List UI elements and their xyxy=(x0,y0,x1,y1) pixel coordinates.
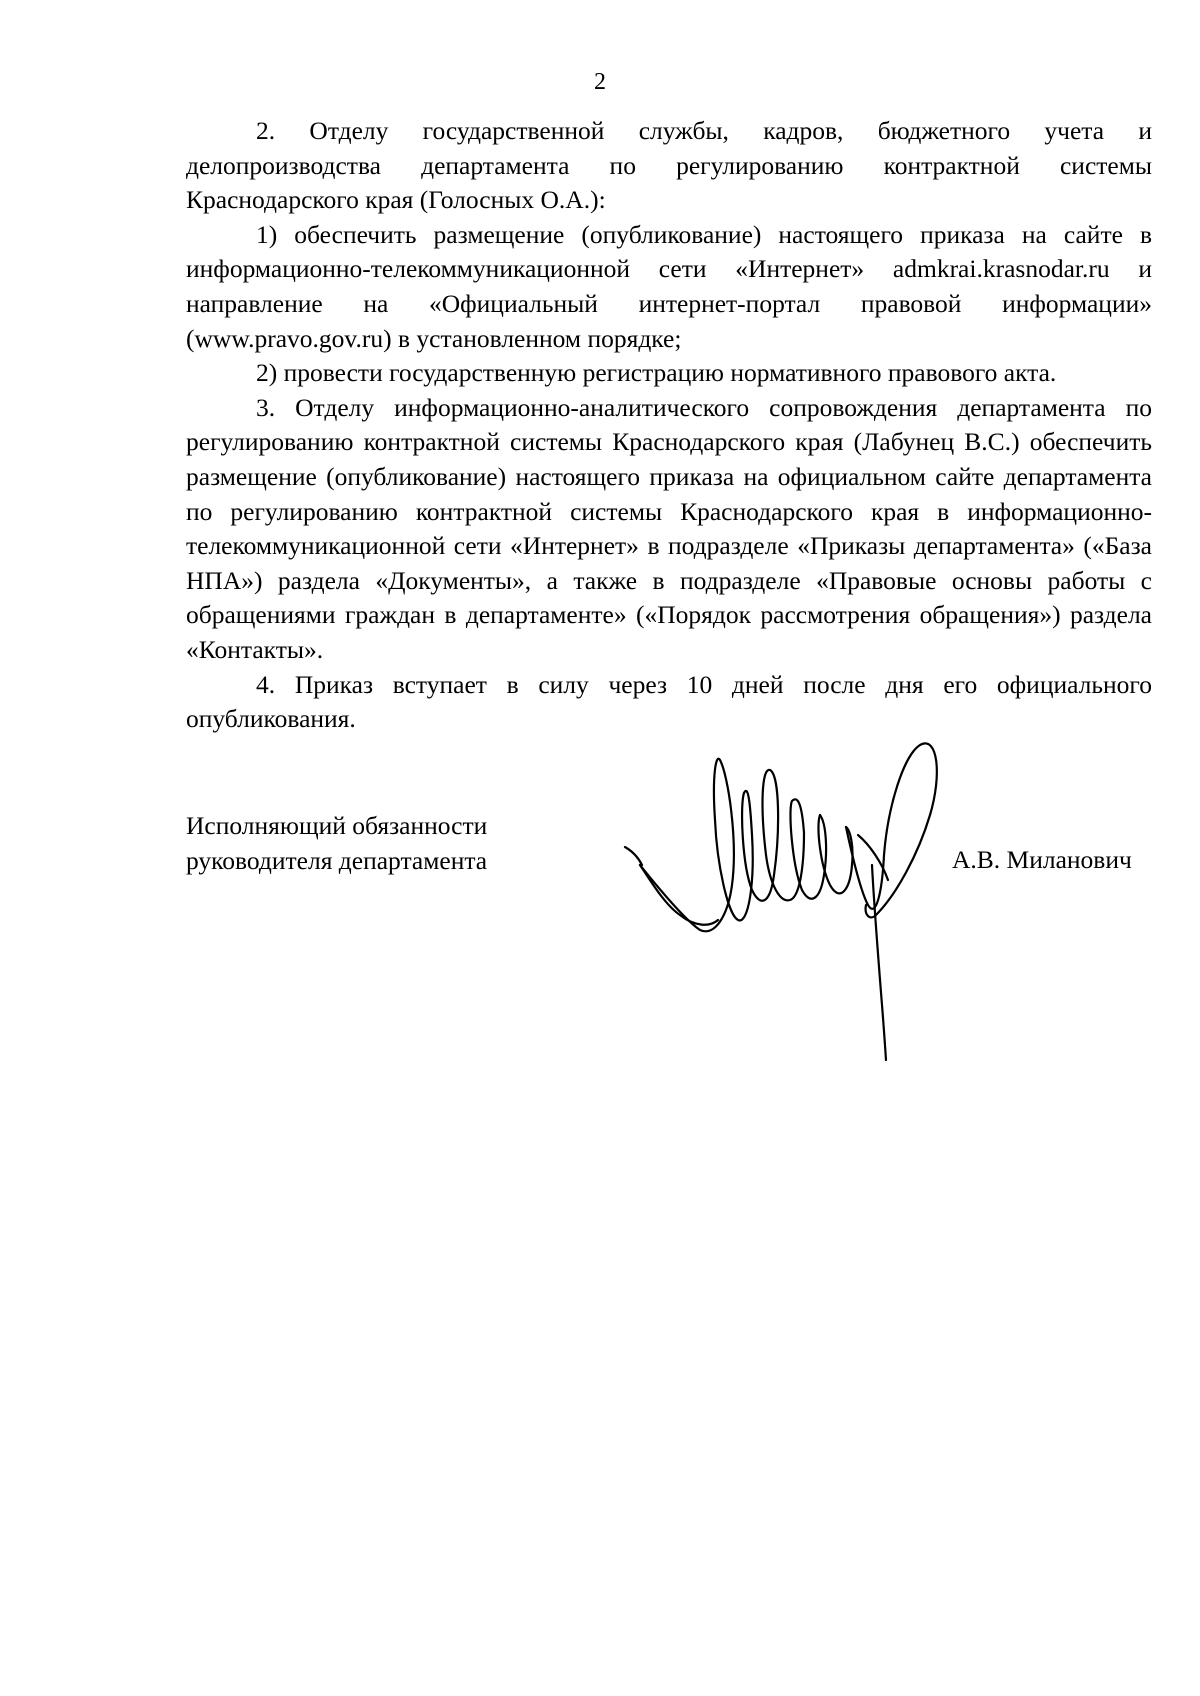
paragraph-item-3: 3. Отделу информационно-аналитического сопровождения департамента по регулированию контрактной системы Краснодарского края (Лабунец В.С.) обеспечить размещение (опубликование) настоящего приказа на официальном сайте департамента по регулированию контрактной системы Краснодарского края в информационно-телекоммуникационной сети «Интернет» в подразделе «Приказы департамента» («База НПА») раздела «Документы», а также в подразделе «Правовые основы работы с обращениями граждан в департаменте» («Порядок рассмотрения обращения») раздела «Контакты». xyxy=(186,392,1152,664)
signer-title-line-1: Исполняющий обязанности xyxy=(186,811,488,840)
signer-title-line-2: руководителя департамента xyxy=(186,845,488,875)
signer-name: А.В. Миланович xyxy=(952,845,1132,874)
paragraph-item-4: 4. Приказ вступает в силу через 10 дней после дня его официального опубликования. xyxy=(186,669,1152,734)
paragraph-item-2: 2. Отделу государственной службы, кадров, бюджетного учета и делопроизводства департамента по регулированию контрактной системы Краснодарского края (Голосных О.А.): xyxy=(186,116,1152,215)
page-number: 2 xyxy=(594,69,606,95)
handwritten-signature xyxy=(620,715,980,1075)
signer-title xyxy=(186,809,566,878)
document-body xyxy=(186,114,1152,737)
paragraph-subitem-1: 1) обеспечить размещение (опубликование) настоящего приказа на сайте в информационно-телекоммуникационной сети «Интернет» admkrai.krasnodar.ru и направление на «Официальный интернет-портал правовой информации» (www.pravo.gov.ru) в установленном порядке; xyxy=(186,219,1152,353)
paragraph-subitem-2: 2) провести государственную регистрацию нормативного правового акта. xyxy=(256,358,1057,388)
